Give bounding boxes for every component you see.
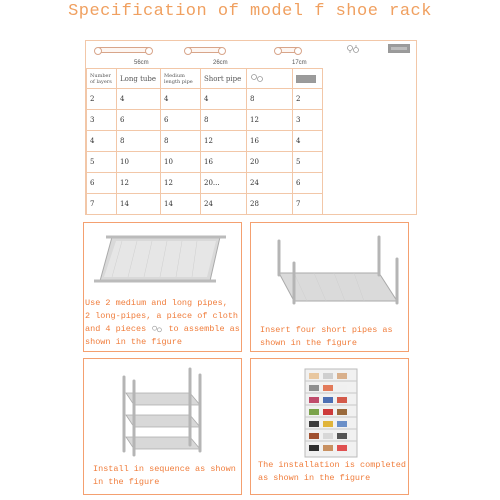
table-cell: 10 bbox=[117, 152, 161, 173]
table-cell: 24 bbox=[201, 194, 247, 215]
table-header: Medium length pipe bbox=[161, 69, 201, 89]
table-row bbox=[87, 131, 323, 152]
step-panel-1 bbox=[83, 222, 242, 352]
step-caption bbox=[93, 463, 241, 489]
caption-line: as shown in the figure bbox=[258, 473, 371, 483]
table-cell: 8 bbox=[247, 89, 293, 110]
three-tier-rack-image bbox=[112, 365, 212, 457]
caption-line: in the figure bbox=[93, 477, 160, 487]
table-cell: 5 bbox=[87, 152, 117, 173]
part-label: 56cm bbox=[134, 60, 149, 66]
connector-icon bbox=[346, 44, 360, 54]
table-cell: 8 bbox=[161, 131, 201, 152]
table-cell: 10 bbox=[161, 152, 201, 173]
caption-text: and 4 pieces bbox=[85, 324, 147, 334]
table-row bbox=[87, 89, 323, 110]
step-caption bbox=[85, 297, 241, 349]
table-cell: 6 bbox=[293, 173, 323, 194]
table-cell: 6 bbox=[117, 110, 161, 131]
table-cell: 4 bbox=[293, 131, 323, 152]
specification-box bbox=[85, 40, 417, 215]
caption-line: The installation is completed bbox=[258, 460, 406, 470]
table-header-connector bbox=[247, 69, 293, 89]
connector-icon bbox=[151, 325, 163, 333]
completed-rack-with-shoes-image bbox=[301, 367, 361, 459]
table-cell: 14 bbox=[161, 194, 201, 215]
table-row bbox=[87, 173, 323, 194]
table-cell: 2 bbox=[293, 89, 323, 110]
caption-line: Use 2 medium and long pipes, bbox=[85, 298, 228, 308]
table-cell: 12 bbox=[161, 173, 201, 194]
table-header: Number of layers bbox=[87, 69, 117, 89]
step-caption bbox=[260, 324, 408, 350]
connector-icon bbox=[250, 73, 264, 83]
table-cell: 3 bbox=[87, 110, 117, 131]
step-caption bbox=[258, 459, 408, 485]
table-cell: 2 bbox=[87, 89, 117, 110]
part-label: 17cm bbox=[292, 60, 307, 66]
table-cell: 16 bbox=[247, 131, 293, 152]
table-cell: 7 bbox=[87, 194, 117, 215]
table-cell: 12 bbox=[247, 110, 293, 131]
caption-line: shown in the figure bbox=[85, 337, 182, 347]
table-row bbox=[87, 194, 323, 215]
caption-line: Insert four short pipes as bbox=[260, 325, 393, 335]
table-header: Long tube bbox=[117, 69, 161, 89]
page-title: Specification of model f shoe rack bbox=[68, 2, 432, 21]
parts-row bbox=[86, 41, 416, 68]
caption-text: to assemble as bbox=[168, 324, 240, 334]
part-label: 26cm bbox=[213, 60, 228, 66]
caption-line: 2 long-pipes, a piece of cloth bbox=[85, 311, 239, 321]
table-cell: 4 bbox=[87, 131, 117, 152]
table-cell: 24 bbox=[247, 173, 293, 194]
cloth-swatch-icon bbox=[388, 44, 410, 53]
table-cell: 14 bbox=[117, 194, 161, 215]
table-cell: 4 bbox=[201, 89, 247, 110]
table-cell: 7 bbox=[293, 194, 323, 215]
table-cell: 20... bbox=[201, 173, 247, 194]
table-cell: 6 bbox=[87, 173, 117, 194]
short-tube-icon bbox=[276, 47, 300, 53]
step-panel-3 bbox=[83, 358, 242, 495]
shelf-frame-image bbox=[92, 229, 232, 289]
step-panel-2 bbox=[250, 222, 409, 352]
table-cell: 6 bbox=[161, 110, 201, 131]
caption-line: Install in sequence as shown bbox=[93, 464, 236, 474]
long-tube-icon bbox=[96, 47, 151, 53]
table-header-cloth bbox=[293, 69, 323, 89]
table-cell: 16 bbox=[201, 152, 247, 173]
caption-line: shown in the figure bbox=[260, 338, 357, 348]
table-row bbox=[87, 152, 323, 173]
table-cell: 28 bbox=[247, 194, 293, 215]
table-row bbox=[87, 110, 323, 131]
step-panel-4 bbox=[250, 358, 409, 495]
cloth-swatch-icon bbox=[296, 75, 316, 83]
table-cell: 12 bbox=[201, 131, 247, 152]
table-cell: 8 bbox=[117, 131, 161, 152]
table-cell: 20 bbox=[247, 152, 293, 173]
table-header: Short pipe bbox=[201, 69, 247, 89]
medium-tube-icon bbox=[186, 47, 224, 53]
table-cell: 5 bbox=[293, 152, 323, 173]
table-header-row bbox=[87, 69, 323, 89]
table-cell: 12 bbox=[117, 173, 161, 194]
table-cell: 4 bbox=[161, 89, 201, 110]
table-cell: 3 bbox=[293, 110, 323, 131]
spec-table bbox=[86, 68, 323, 215]
table-cell: 4 bbox=[117, 89, 161, 110]
table-cell: 8 bbox=[201, 110, 247, 131]
caption-line bbox=[85, 323, 241, 336]
shelf-legs-image bbox=[259, 233, 404, 311]
